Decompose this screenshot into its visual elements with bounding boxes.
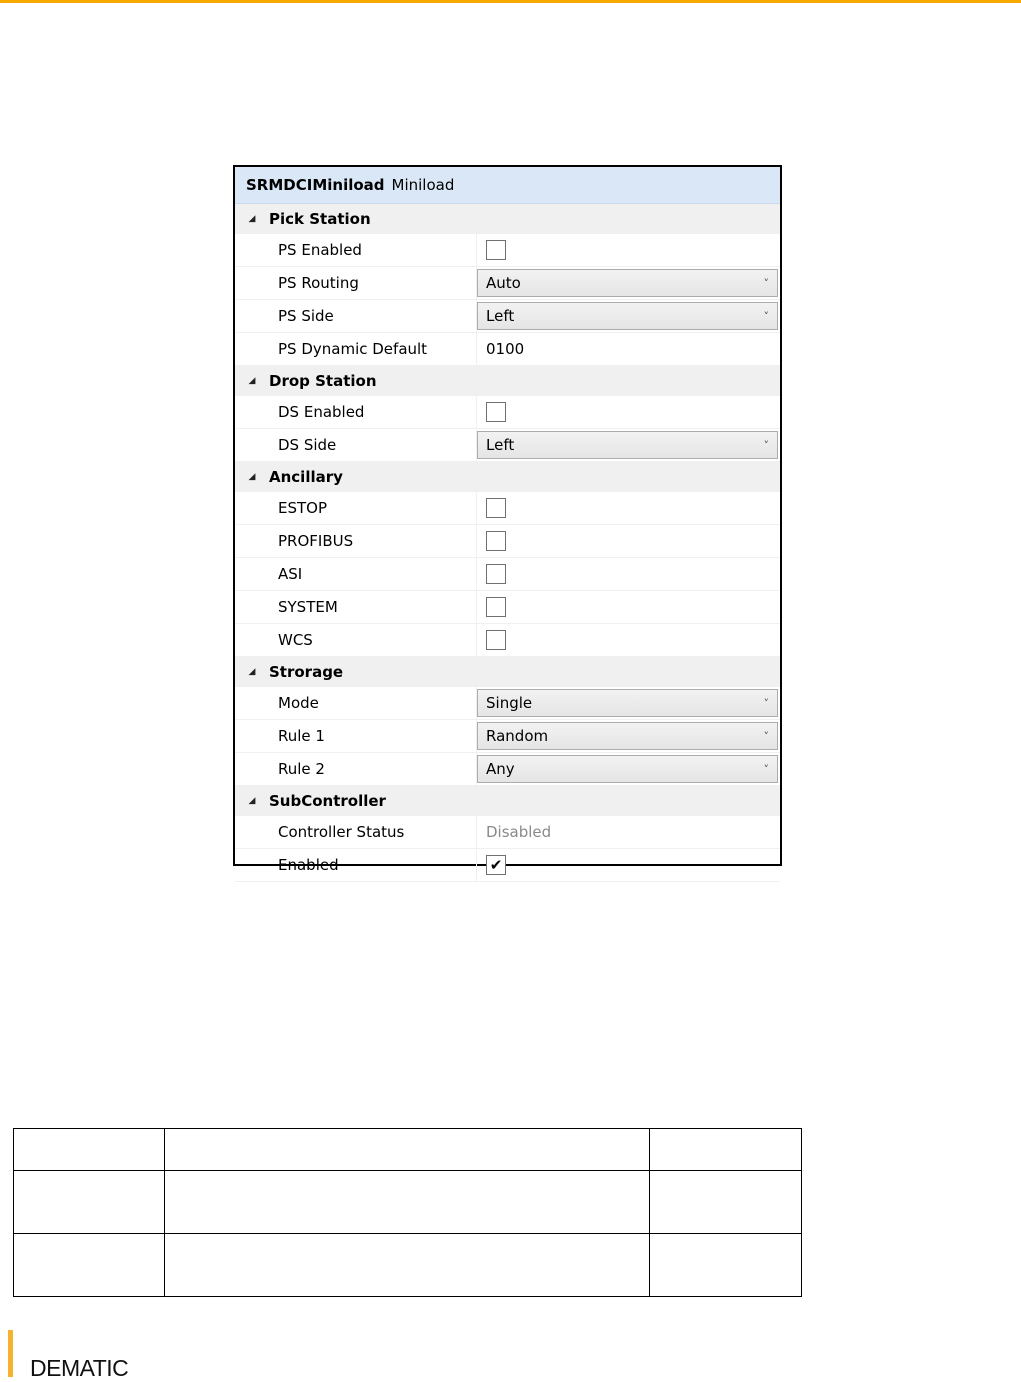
category-label: Ancillary: [269, 468, 343, 486]
property-row-controller-status: [235, 816, 780, 849]
property-grid: [233, 165, 782, 874]
property-name: PROFIBUS: [235, 525, 477, 557]
property-row-rule-2: [235, 753, 780, 786]
property-value: [477, 396, 780, 428]
property-grid-body: [235, 204, 780, 882]
category-drop-station[interactable]: [235, 366, 780, 396]
property-grid-header: [235, 167, 780, 204]
property-value: [477, 624, 780, 656]
property-name: DS Side: [235, 429, 477, 461]
property-value: [477, 687, 780, 719]
property-value: [477, 267, 780, 299]
property-value: [477, 816, 780, 848]
property-value: [477, 753, 780, 785]
estop-checkbox[interactable]: [486, 498, 506, 518]
ps-routing-dropdown[interactable]: [477, 269, 778, 297]
chevron-down-icon: ˅: [763, 696, 769, 710]
category-subcontroller[interactable]: [235, 786, 780, 816]
property-name: PS Enabled: [235, 234, 477, 266]
property-name: DS Enabled: [235, 396, 477, 428]
dropdown-selected-value: Left: [486, 307, 515, 325]
table-row: [14, 1171, 802, 1234]
table-cell: [14, 1171, 165, 1234]
category-pick-station[interactable]: [235, 204, 780, 234]
dropdown-selected-value: Single: [486, 694, 533, 712]
category-label: Pick Station: [269, 210, 371, 228]
property-row-rule-1: [235, 720, 780, 753]
table-cell: [165, 1129, 650, 1171]
property-value: [477, 525, 780, 557]
property-value: [477, 234, 780, 266]
ds-side-dropdown[interactable]: [477, 431, 778, 459]
enabled-checkbox[interactable]: ✔: [486, 855, 506, 875]
property-name: SYSTEM: [235, 591, 477, 623]
property-row-estop: [235, 492, 780, 525]
property-name: ESTOP: [235, 492, 477, 524]
triangle-expanded-icon[interactable]: ◢: [248, 214, 256, 224]
property-row-ps-routing: [235, 267, 780, 300]
category-strorage[interactable]: [235, 657, 780, 687]
property-row-wcs: [235, 624, 780, 657]
table-cell: [650, 1234, 802, 1297]
property-row-asi: [235, 558, 780, 591]
ps-dynamic-default-field[interactable]: 0100: [486, 340, 525, 358]
ps-enabled-checkbox[interactable]: [486, 240, 506, 260]
triangle-expanded-icon[interactable]: ◢: [248, 796, 256, 806]
property-value: [477, 720, 780, 752]
profibus-checkbox[interactable]: [486, 531, 506, 551]
property-value: [477, 591, 780, 623]
mode-dropdown[interactable]: [477, 689, 778, 717]
empty-table: [13, 1128, 802, 1297]
property-name: PS Side: [235, 300, 477, 332]
category-ancillary[interactable]: [235, 462, 780, 492]
property-row-ps-enabled: [235, 234, 780, 267]
property-row-ps-side: [235, 300, 780, 333]
ps-side-dropdown[interactable]: [477, 302, 778, 330]
property-value: [477, 333, 780, 365]
controller-status-value: Disabled: [486, 823, 552, 841]
property-value: [477, 849, 780, 881]
dropdown-selected-value: Any: [486, 760, 515, 778]
table-row: [14, 1234, 802, 1297]
wcs-checkbox[interactable]: [486, 630, 506, 650]
top-accent-rule: [0, 0, 1021, 3]
dropdown-selected-value: Random: [486, 727, 549, 745]
system-checkbox[interactable]: [486, 597, 506, 617]
table-cell: [14, 1129, 165, 1171]
property-name: Controller Status: [235, 816, 477, 848]
object-type: Miniload: [391, 176, 455, 194]
rule-2-dropdown[interactable]: [477, 755, 778, 783]
dematic-logo: DEMATIC: [30, 1355, 129, 1381]
category-label: SubController: [269, 792, 386, 810]
dropdown-selected-value: Auto: [486, 274, 521, 292]
property-name: PS Routing: [235, 267, 477, 299]
triangle-expanded-icon[interactable]: ◢: [248, 376, 256, 386]
property-row-ds-side: [235, 429, 780, 462]
triangle-expanded-icon[interactable]: ◢: [248, 472, 256, 482]
property-row-mode: [235, 687, 780, 720]
chevron-down-icon: ˅: [763, 438, 769, 452]
table-cell: [650, 1171, 802, 1234]
property-row-system: [235, 591, 780, 624]
property-row-ps-dynamic-default: [235, 333, 780, 366]
table-cell: [650, 1129, 802, 1171]
table-cell: [165, 1234, 650, 1297]
chevron-down-icon: ˅: [763, 729, 769, 743]
table-cell: [165, 1171, 650, 1234]
chevron-down-icon: ˅: [763, 762, 769, 776]
property-name: Rule 2: [235, 753, 477, 785]
rule-1-dropdown[interactable]: [477, 722, 778, 750]
property-value: [477, 429, 780, 461]
triangle-expanded-icon[interactable]: ◢: [248, 667, 256, 677]
category-label: Drop Station: [269, 372, 377, 390]
asi-checkbox[interactable]: [486, 564, 506, 584]
chevron-down-icon: ˅: [763, 309, 769, 323]
chevron-down-icon: ˅: [763, 276, 769, 290]
property-name: WCS: [235, 624, 477, 656]
property-name: Enabled: [235, 849, 477, 881]
property-value: [477, 300, 780, 332]
property-value: [477, 492, 780, 524]
object-name: SRMDCIMiniload: [246, 176, 385, 194]
property-name: Rule 1: [235, 720, 477, 752]
property-name: ASI: [235, 558, 477, 590]
property-name: PS Dynamic Default: [235, 333, 477, 365]
ds-enabled-checkbox[interactable]: [486, 402, 506, 422]
table-cell: [14, 1234, 165, 1297]
category-label: Strorage: [269, 663, 344, 681]
table-row: [14, 1129, 802, 1171]
property-value: [477, 558, 780, 590]
dropdown-selected-value: Left: [486, 436, 515, 454]
property-row-profibus: [235, 525, 780, 558]
property-name: Mode: [235, 687, 477, 719]
property-row-enabled: [235, 849, 780, 882]
property-row-ds-enabled: [235, 396, 780, 429]
footer-accent-bar: [8, 1330, 13, 1377]
